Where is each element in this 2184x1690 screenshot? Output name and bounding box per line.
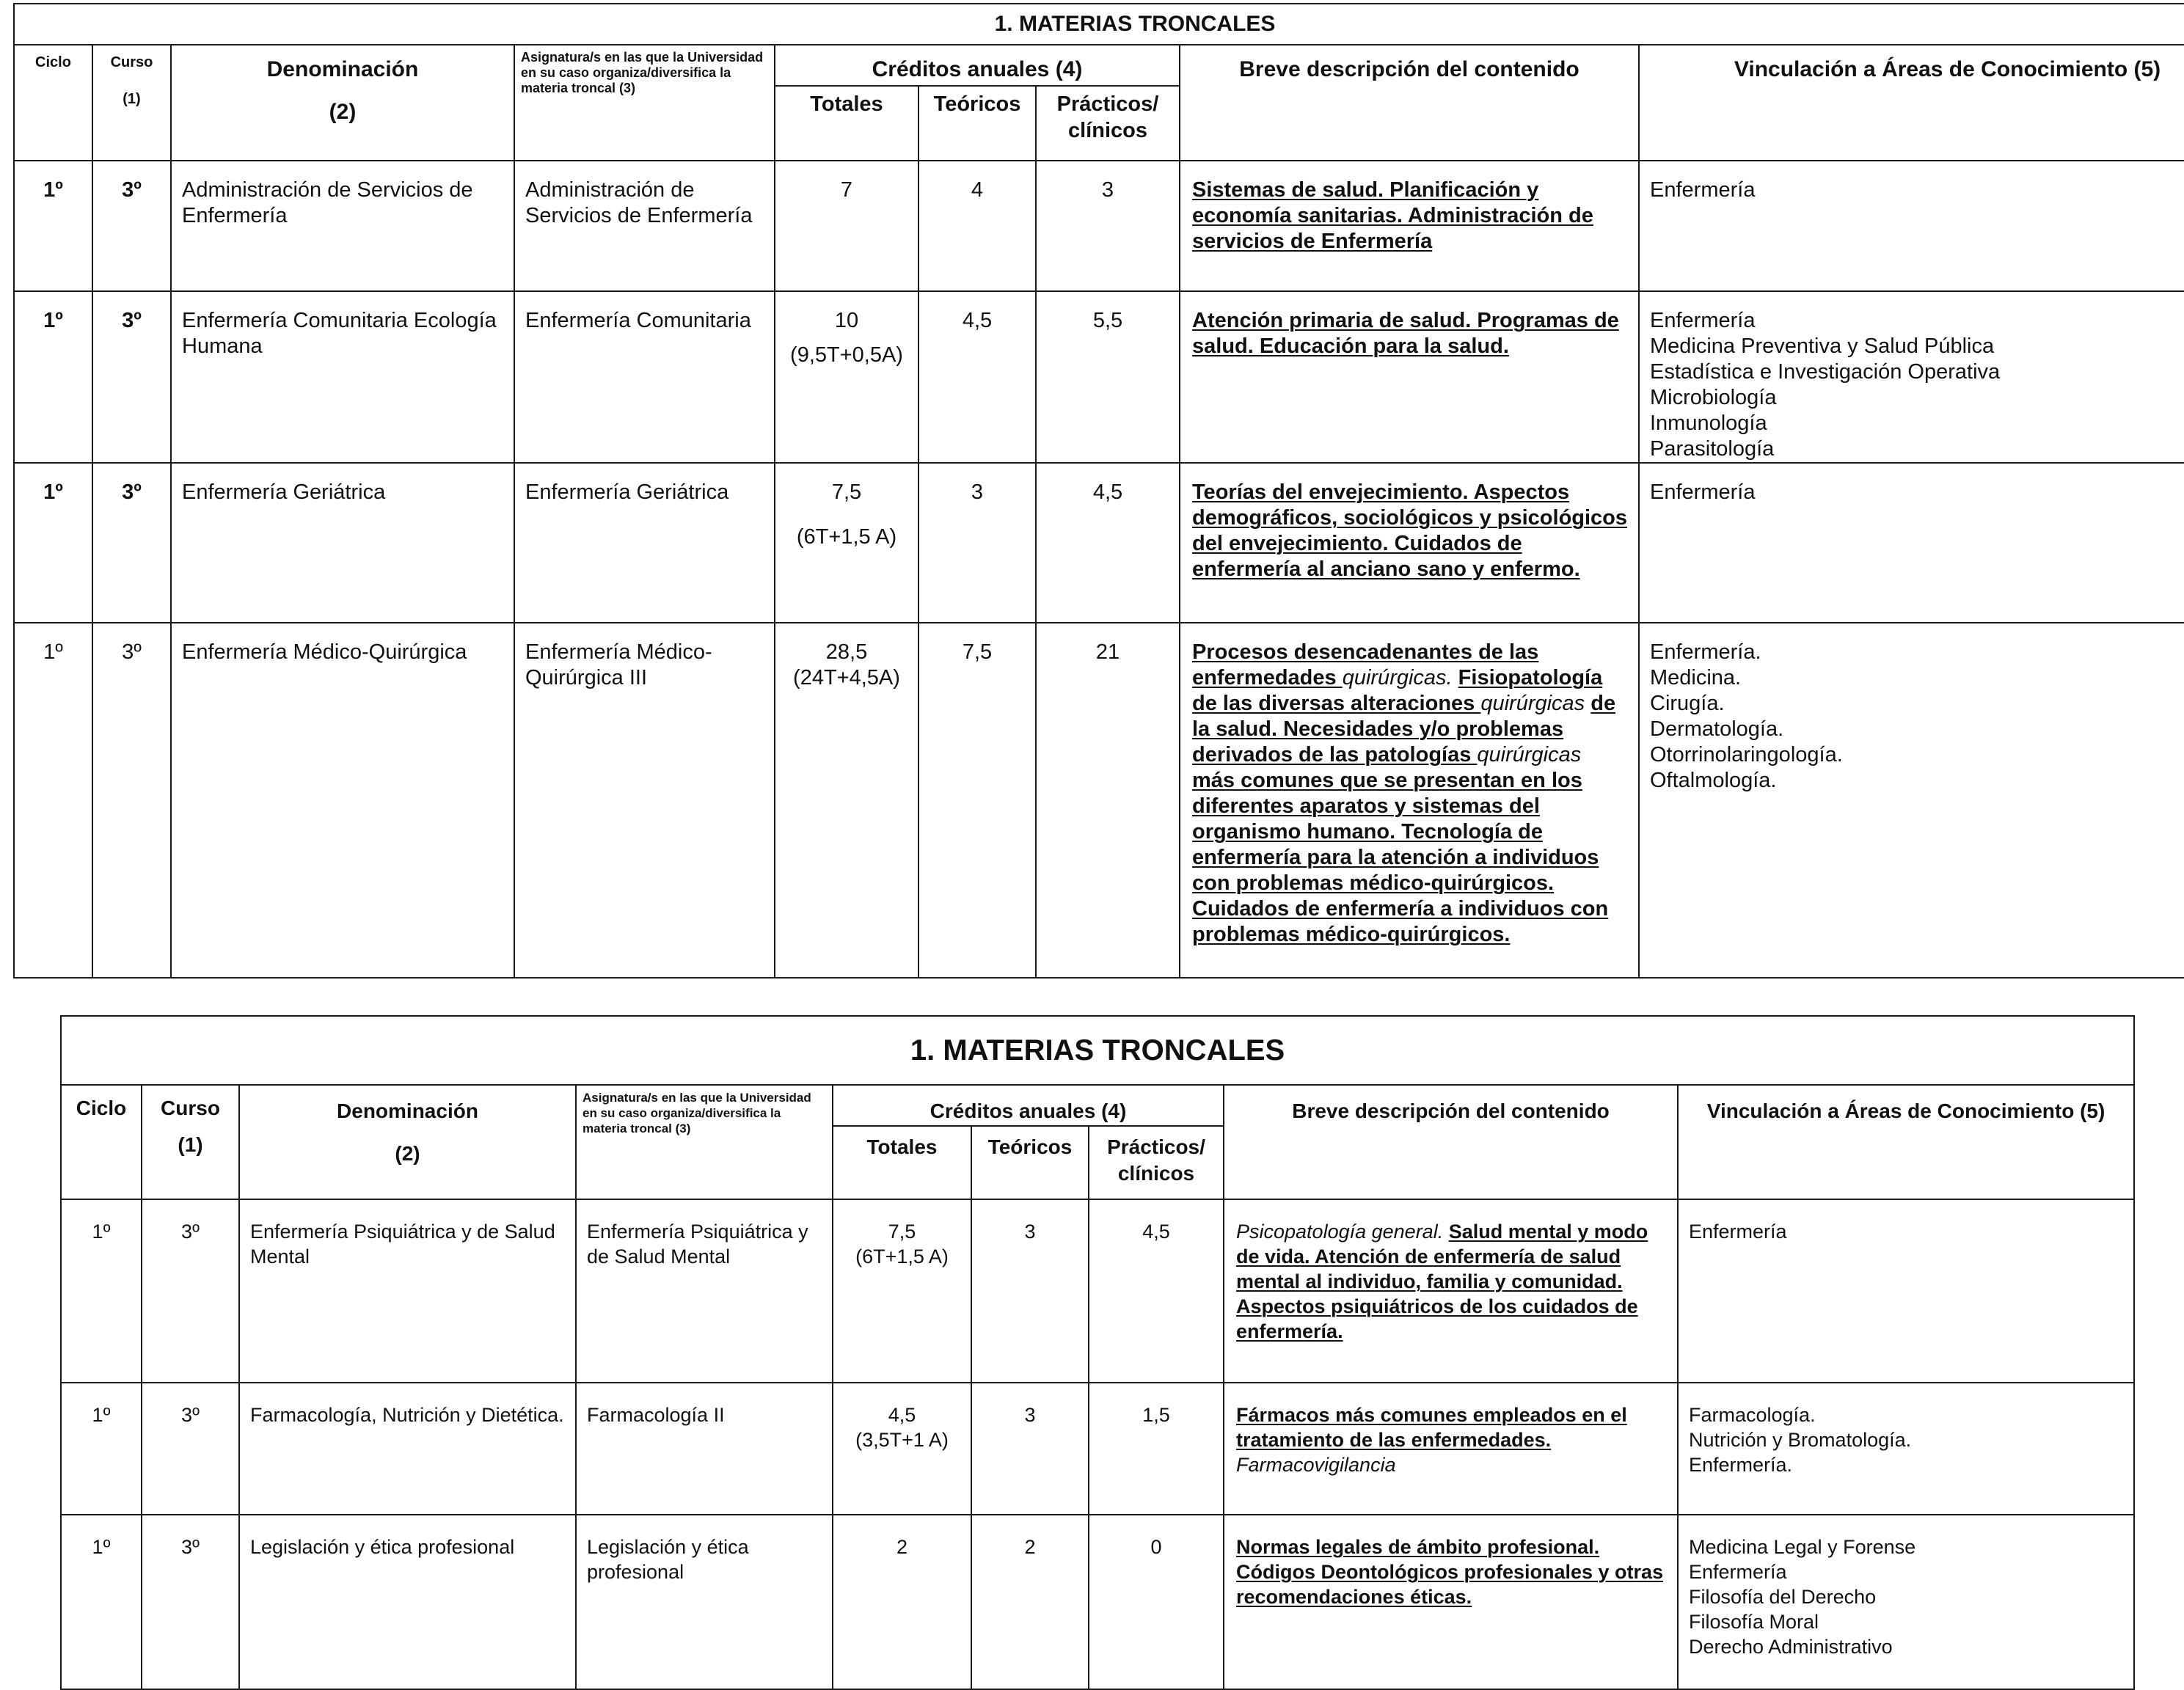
- descripcion-cell: Procesos desencadenantes de las enfermedades quirúrgicas. Fisiopatología de las diversas alteraciones quirúrgicas de la salud. Necesidades y/o problemas derivados de las patologías quirúrgicas más comunes que se presentan en los diferentes aparatos y sistemas del organismo humano. Tecnología de enfermería para la atención a individuos con problemas médico-quirúrgicos. Cuidados de enfermería a individuos con problemas médico-quirúrgicos.: [1180, 623, 1639, 978]
- totales-cell: 7: [775, 161, 918, 291]
- header-teoricos: Teóricos: [918, 86, 1036, 161]
- denominacion-cell: Enfermería Geriátrica: [171, 463, 514, 623]
- curso-cell: 3º: [92, 161, 171, 291]
- descripcion-cell: Psicopatología general. Salud mental y modo de vida. Atención de enfermería de salud mental al individuo, familia y comunidad. Aspectos psiquiátricos de los cuidados de enfermería.: [1224, 1199, 1678, 1383]
- table-row: [14, 463, 2184, 623]
- ciclo-cell: 1º: [14, 463, 92, 623]
- ciclo-cell: 1º: [61, 1199, 142, 1383]
- descripcion-cell: Sistemas de salud. Planificación y economía sanitarias. Administración de servicios de Enfermería: [1180, 161, 1639, 291]
- denominacion-cell: Legislación y ética profesional: [239, 1515, 576, 1689]
- totales-cell: 7,5 (6T+1,5 A): [833, 1199, 971, 1383]
- areas-cell: Enfermería Medicina Preventiva y Salud Pública Estadística e Investigación Operativa Microbiología Inmunología Parasitología: [1639, 291, 2184, 463]
- totales-cell: 4,5 (3,5T+1 A): [833, 1383, 971, 1515]
- areas-cell: Enfermería: [1678, 1199, 2134, 1383]
- denominacion-cell: Enfermería Comunitaria Ecología Humana: [171, 291, 514, 463]
- teoricos-cell: 3: [918, 463, 1036, 623]
- curso-cell: 3º: [92, 463, 171, 623]
- asignatura-cell: Farmacología II: [576, 1383, 833, 1515]
- table-row: [14, 291, 2184, 463]
- ciclo-cell: 1º: [61, 1515, 142, 1689]
- totales-cell: 28,5 (24T+4,5A): [775, 623, 918, 978]
- descripcion-cell: Fármacos más comunes empleados en el tratamiento de las enfermedades. Farmacovigilancia: [1224, 1383, 1678, 1515]
- areas-cell: Enfermería: [1639, 463, 2184, 623]
- header-descripcion: Breve descripción del contenido: [1180, 45, 1639, 161]
- header-curso: Curso (1): [92, 45, 171, 161]
- areas-cell: Enfermería: [1639, 161, 2184, 291]
- table-row: [14, 623, 2184, 978]
- denominacion-cell: Enfermería Psiquiátrica y de Salud Mental: [239, 1199, 576, 1383]
- asignatura-cell: Administración de Servicios de Enfermería: [514, 161, 775, 291]
- asignatura-cell: Enfermería Médico-Quirúrgica III: [514, 623, 775, 978]
- header-totales: Totales: [775, 86, 918, 161]
- teoricos-cell: 4,5: [918, 291, 1036, 463]
- asignatura-cell: Legislación y ética profesional: [576, 1515, 833, 1689]
- teoricos-cell: 3: [971, 1199, 1089, 1383]
- ciclo-cell: 1º: [14, 623, 92, 978]
- totales-cell: 2: [833, 1515, 971, 1689]
- header-practicos: Prácticos/ clínicos: [1036, 86, 1180, 161]
- descripcion-cell: Normas legales de ámbito profesional. Códigos Deontológicos profesionales y otras recomendaciones éticas.: [1224, 1515, 1678, 1689]
- header-asignatura: Asignatura/s en las que la Universidad en su caso organiza/diversifica la materia troncal (3): [576, 1085, 833, 1199]
- header-descripcion: Breve descripción del contenido: [1224, 1085, 1678, 1199]
- practicos-cell: 5,5: [1036, 291, 1180, 463]
- ciclo-cell: 1º: [14, 291, 92, 463]
- curso-cell: 3º: [142, 1383, 239, 1515]
- practicos-cell: 4,5: [1089, 1199, 1224, 1383]
- header-creditos: Créditos anuales (4): [775, 45, 1180, 86]
- header-vinculacion: Vinculación a Áreas de Conocimiento (5): [1678, 1085, 2134, 1199]
- areas-cell: Enfermería. Medicina. Cirugía. Dermatología. Otorrinolaringología. Oftalmología.: [1639, 623, 2184, 978]
- practicos-cell: 1,5: [1089, 1383, 1224, 1515]
- denominacion-cell: Farmacología, Nutrición y Dietética.: [239, 1383, 576, 1515]
- practicos-cell: 0: [1089, 1515, 1224, 1689]
- curso-cell: 3º: [92, 623, 171, 978]
- header-ciclo: Ciclo: [61, 1085, 142, 1199]
- denominacion-cell: Enfermería Médico-Quirúrgica: [171, 623, 514, 978]
- header-creditos: Créditos anuales (4): [833, 1085, 1224, 1126]
- curso-cell: 3º: [92, 291, 171, 463]
- practicos-cell: 4,5: [1036, 463, 1180, 623]
- table-row: [61, 1515, 2134, 1689]
- header-ciclo: Ciclo: [14, 45, 92, 161]
- areas-cell: Farmacología. Nutrición y Bromatología. Enfermería.: [1678, 1383, 2134, 1515]
- table-row: [14, 161, 2184, 291]
- asignatura-cell: Enfermería Geriátrica: [514, 463, 775, 623]
- table-row: [61, 1383, 2134, 1515]
- teoricos-cell: 4: [918, 161, 1036, 291]
- header-teoricos: Teóricos: [971, 1126, 1089, 1199]
- header-asignatura: Asignatura/s en las que la Universidad en su caso organiza/diversifica la materia troncal (3): [514, 45, 775, 161]
- practicos-cell: 21: [1036, 623, 1180, 978]
- header-practicos: Prácticos/ clínicos: [1089, 1126, 1224, 1199]
- header-denominacion: Denominación (2): [239, 1085, 576, 1199]
- practicos-cell: 3: [1036, 161, 1180, 291]
- descripcion-cell: Atención primaria de salud. Programas de salud. Educación para la salud.: [1180, 291, 1639, 463]
- table-title: 1. MATERIAS TRONCALES: [61, 1016, 2134, 1085]
- ciclo-cell: 1º: [61, 1383, 142, 1515]
- denominacion-cell: Administración de Servicios de Enfermería: [171, 161, 514, 291]
- descripcion-cell: Teorías del envejecimiento. Aspectos demográficos, sociológicos y psicológicos del envejecimiento. Cuidados de enfermería al anciano sano y enfermo.: [1180, 463, 1639, 623]
- teoricos-cell: 7,5: [918, 623, 1036, 978]
- table-title: 1. MATERIAS TRONCALES: [14, 4, 2184, 45]
- materias-troncales-table-1: [13, 3, 2184, 978]
- teoricos-cell: 2: [971, 1515, 1089, 1689]
- table-row: [61, 1199, 2134, 1383]
- materias-troncales-table-2: [60, 1015, 2135, 1690]
- totales-cell: 7,5 (6T+1,5 A): [775, 463, 918, 623]
- header-curso: Curso (1): [142, 1085, 239, 1199]
- areas-cell: Medicina Legal y Forense Enfermería Filosofía del Derecho Filosofía Moral Derecho Administrativo: [1678, 1515, 2134, 1689]
- asignatura-cell: Enfermería Comunitaria: [514, 291, 775, 463]
- teoricos-cell: 3: [971, 1383, 1089, 1515]
- totales-cell: 10 (9,5T+0,5A): [775, 291, 918, 463]
- curso-cell: 3º: [142, 1515, 239, 1689]
- asignatura-cell: Enfermería Psiquiátrica y de Salud Mental: [576, 1199, 833, 1383]
- ciclo-cell: 1º: [14, 161, 92, 291]
- header-denominacion: Denominación (2): [171, 45, 514, 161]
- curso-cell: 3º: [142, 1199, 239, 1383]
- header-totales: Totales: [833, 1126, 971, 1199]
- header-vinculacion: Vinculación a Áreas de Conocimiento (5): [1639, 45, 2184, 161]
